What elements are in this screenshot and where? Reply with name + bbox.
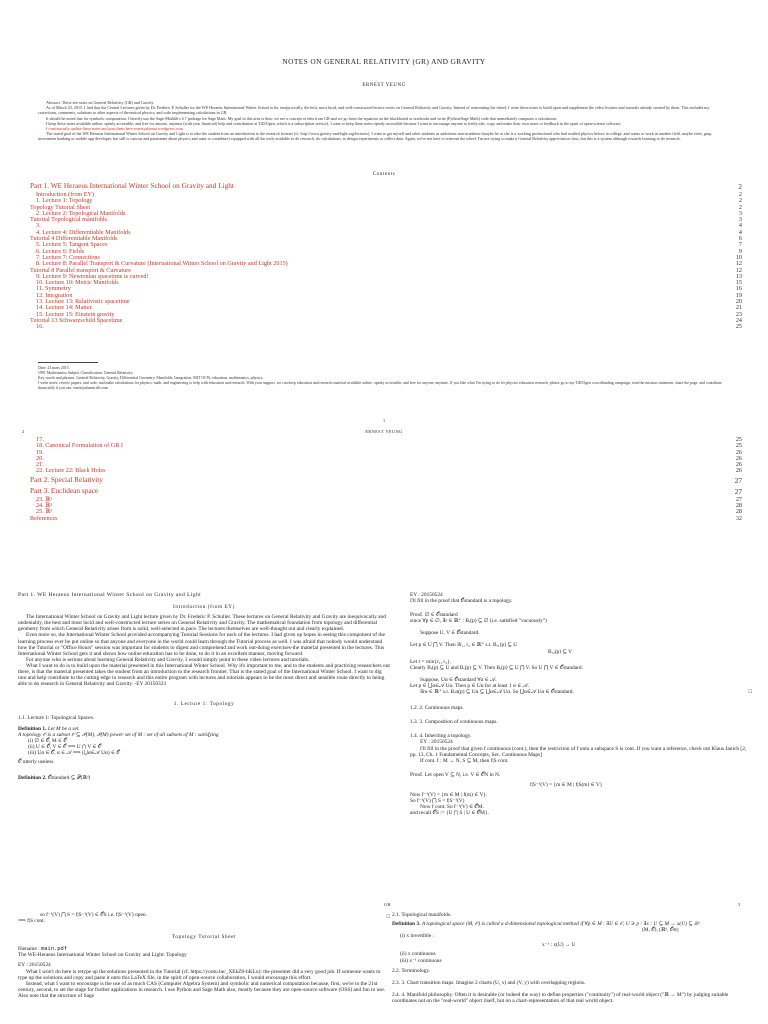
proof-line bbox=[18, 912, 390, 918]
toc-entry-label[interactable]: Tutorial 8 Parallel transport & Curvature bbox=[30, 266, 131, 274]
folio: 3 bbox=[738, 902, 741, 907]
paragraph: Instead, what I want to encourage is the use of as much CAS (Computer Algebra System) and symbolic and numerical computation because, first, we're in the 21st century, second, to set the stage for further applications in research. I use Python and Sage Math also, mostly because they are open-source software (OSS) and fun to use. Also note that the structure of Sage bbox=[18, 980, 386, 999]
toc-page-number: 25 bbox=[735, 442, 742, 450]
paragraph bbox=[392, 992, 752, 1004]
right-column bbox=[410, 592, 752, 816]
toc-entry-label[interactable]: 14. Lecture 14: Matter bbox=[36, 304, 92, 312]
proof-block bbox=[410, 612, 752, 695]
definition-note: 𝒪 utterly useless bbox=[18, 758, 54, 765]
toc-entry-label[interactable]: Part 2. Special Relativity bbox=[30, 474, 103, 484]
proof-line: Let r = min{r₁, r₂}. bbox=[410, 658, 452, 665]
table-of-contents bbox=[30, 181, 742, 331]
toc-page-number: 3 bbox=[738, 216, 742, 224]
running-head: ERNEST YEUNG bbox=[365, 429, 403, 434]
footnote-rule bbox=[38, 362, 98, 363]
paragraph: What I won't do here is retype up the solutions presented in the Tutorial (cf. https://youtu.be/_XEkZ0-hKLo): the presenter did a very good job. If someone wants to type up the solutions and copy and paste it onto this LaTeX file, in the spirit of open-source collaboration, I would encourage this effort. bbox=[18, 968, 381, 981]
proof-line: Now f⁻¹(V) = {m ∈ M | f(m) ∈ V}. bbox=[410, 791, 488, 798]
toc-page-number: 32 bbox=[735, 514, 742, 522]
paragraph: I'll fill in the proof that given f continuous (cont.), then the restriction of f onto a subspace S is cont. If you want a reference, check out Klaus Janich [2, pp. 13, Ch. 1 Fundamental Concepts, Sec. Continuous Maps] bbox=[410, 745, 747, 758]
subsection-heading: 1.3. 3. Composition of continuous maps. bbox=[410, 719, 498, 726]
toc-page-number: 28 bbox=[735, 508, 742, 516]
toc-page-number: 6 bbox=[738, 235, 742, 243]
toc-entry-label[interactable]: 21. bbox=[36, 461, 44, 469]
toc-entry-label[interactable]: 15. Lecture 15: Einstein gravity bbox=[36, 310, 115, 318]
abstract-para: I keep these notes available online, openly accessible, and free for anyone, anytime (with your financial) help and contribution at TiD/Ogen, which is a subscription service). I want to keep these notes openly accessible because I want to encourage anyone to freely edit, copy, and make their own notes or feedback in the spirit of open-science software. bbox=[46, 120, 622, 126]
definition bbox=[392, 921, 752, 927]
toc-entry-label[interactable]: 18. Canonical Formulation of GR I bbox=[36, 442, 123, 450]
proof-text: so f⁻¹(V) ⋂ S = f|S⁻¹(V) ∈ 𝒪S i.e. f|S⁻¹(V) open. bbox=[40, 912, 147, 918]
toc-page-number: 9 bbox=[738, 247, 742, 255]
toc-entry[interactable] bbox=[30, 468, 742, 474]
qed-symbol: □ bbox=[386, 914, 390, 920]
paragraph bbox=[392, 980, 752, 986]
toc-page-number: 4 bbox=[738, 222, 742, 230]
proof-text: ∃rα ∈ ℝ⁺ s.t. Bᵣα(p) ⊆ Uα ⊆ ⋃α∈𝒜 Uα. So ⋃α∈𝒜 Uα ∈ 𝒪standard. bbox=[420, 689, 574, 696]
proof-line: Proof. ∅ ∈ 𝒪standard bbox=[410, 612, 458, 619]
toc-page-number: 12 bbox=[735, 266, 742, 274]
subsection-heading: 2.4. 4. Manifold philosophy. bbox=[392, 991, 454, 998]
toc-entry-label[interactable]: 19. bbox=[36, 448, 44, 456]
abstract-para: As of March 23, 2015, I find that the Central Lectures given by Dr. Frederic P. Schuller for the WE Heraeus International Winter School to be, inequivocally, the best, most lucid, and well-constructed lecture series on General Relativity and Gravity. Instead of reinventing the wheel, I write these notes to build upon and supplement the video lectures and tutorials already created by them. This includes my corrections, comments, solutions to other aspects of theoretical physics, and code implementing calculations in GR. bbox=[38, 105, 710, 116]
proof-line: Clearly Bᵣ(p) ⊆ U and Bᵣ(p) ⊆ V. Then Bᵣ(p) ⊆ U ⋂ V. So U ⋂ V ∈ 𝒪standard. bbox=[410, 664, 583, 671]
left-column bbox=[18, 912, 390, 999]
definition-text: Let M be a set. bbox=[47, 725, 80, 732]
proof-line: Now f cont. So f⁻¹(V) ∈ 𝒪M. bbox=[420, 804, 484, 811]
toc-entry-label[interactable]: 1. Lecture 1: Topology bbox=[36, 197, 93, 205]
toc-page-number: 26 bbox=[735, 467, 742, 475]
proof-line: and recall 𝒪S := {U ⋂ S | U ∈ 𝒪M}. bbox=[410, 810, 489, 817]
definition-label: Definition 3. bbox=[392, 921, 421, 928]
abstract bbox=[38, 100, 728, 142]
toc-entry-label[interactable]: Part 3. Euclidean space bbox=[30, 485, 99, 495]
subsection-heading: 1.1. Lecture 1: Topological Spaces. bbox=[18, 715, 95, 722]
definition-body: A topology 𝒪 is a subset 𝒪 ⊆ 𝒫(M), 𝒫(M) power set of M : set of all subsets of M : satisfying bbox=[18, 731, 219, 738]
toc-entry-label[interactable]: References bbox=[30, 514, 58, 522]
definition-text: A topological space (M, 𝒪) is called a d-dimensional topological method if ∀p ∈ M : ∃U ∈ 𝒪, U ∋ p : ∃x : U ⊆ M → x(U) ⊆ ℝᵈ bbox=[421, 921, 700, 928]
toc-entry-label[interactable]: Topology Tutorial Sheet bbox=[30, 203, 91, 211]
toc-entry-label[interactable]: 6. Lecture 6: Fields bbox=[36, 247, 85, 255]
equation: f|S⁻¹(V) = {m ∈ M | f|S(m) ∈ V} bbox=[530, 781, 603, 788]
footnote-line: 1991 Mathematics Subject Classification. General Relativity. bbox=[38, 371, 134, 375]
toc-entry-label[interactable]: 4. Lecture 4: Differentiable Manifolds bbox=[36, 228, 131, 236]
toc-page-number: 27 bbox=[734, 486, 742, 496]
proof-line bbox=[410, 689, 752, 695]
toc-page-number: 27 bbox=[735, 495, 742, 503]
toc-page-number: 4 bbox=[738, 228, 742, 236]
toc-page-number: 3 bbox=[738, 209, 742, 217]
proof-line: Proof. Let open V ⊆ N, i.e. V ∈ 𝒪N in N. bbox=[410, 771, 501, 778]
proof-line: ⟹ f|S cont. bbox=[18, 918, 45, 925]
toc-page-number: 21 bbox=[735, 304, 742, 312]
toc-page-number: 20 bbox=[735, 298, 742, 306]
toc-entry-label[interactable]: Tutorial Topological manifolds bbox=[30, 216, 107, 224]
toc-page-number: 2 bbox=[738, 203, 742, 211]
toc-part-entry[interactable] bbox=[30, 474, 742, 486]
page-number: 1 bbox=[382, 418, 386, 423]
toc-entry-label[interactable]: Part 1. WE Heraeus International Winter School on Gravity and Light bbox=[30, 181, 234, 190]
toc-entry-label[interactable]: 13. Lecture 13: Relativistic spacetime bbox=[36, 298, 130, 306]
section-heading: Topology Tutorial Sheet bbox=[171, 934, 237, 941]
part-heading: Part 1. WE Heraeus International Winter School on Gravity and Light bbox=[18, 592, 202, 598]
proof-line: since ∀p ∈ ∅, ∃r ∈ ℝ⁺ : Bᵣ(p) ⊆ ∅ (i.e. satisfied "vacuously") bbox=[410, 618, 547, 625]
toc-entry[interactable] bbox=[30, 516, 742, 522]
toc-entry-label[interactable]: 11. Symmetry bbox=[36, 285, 71, 293]
toc-page-number: 19 bbox=[735, 291, 742, 299]
section-heading: Introduction (from EY) bbox=[173, 604, 235, 611]
footnote-line: Key words and phrases. General Relativity, Gravity, Differential Geometry, Manifolds, Integration, MIT OCW, education, mathematics, physics. bbox=[38, 376, 264, 380]
toc-page-number: 27 bbox=[734, 475, 742, 485]
toc-entry-label[interactable]: Tutorial 4 Differentiable Manifolds bbox=[30, 235, 118, 243]
paragraph-text: Imagine 2 charts (U, x) and (V, y) with overlapping regions. bbox=[455, 979, 586, 986]
contents-heading: Contents bbox=[372, 172, 396, 177]
condition-item: (i) x invertible : bbox=[400, 933, 434, 940]
filename-label: filename : bbox=[18, 946, 42, 953]
toc-entry-label[interactable]: 20. bbox=[36, 454, 44, 462]
paragraph: The WE-Heraeus International Winter School on Gravity and Light: Topology bbox=[18, 952, 187, 959]
toc-entry-label[interactable]: 16. bbox=[36, 323, 44, 331]
definition-label: Definition 1. bbox=[18, 725, 47, 732]
footnote-line: I write notes, review papers, and code, and make calculations for physics, math, and engineering to help with education and research. With your support, we can keep education and research material available online, openly accessible, and free for anyone, anytime. If you like what I'm trying to do for physics education research, please go to my TiD/Ogen crowdfunding campaign, read the mission statement, share the page, and contribute financially if you can. ernestyalumni.tilt.com bbox=[38, 381, 722, 390]
toc-page-number: 7 bbox=[738, 241, 742, 249]
toc-page-number: 26 bbox=[735, 454, 742, 462]
toc-page-number: 15 bbox=[735, 279, 742, 287]
toc-page-number: 23 bbox=[735, 310, 742, 318]
toc-page-number: 25 bbox=[735, 436, 742, 443]
toc-page-number: 12 bbox=[735, 260, 742, 268]
toc-part-entry[interactable] bbox=[30, 485, 742, 497]
toc-page-number: 13 bbox=[735, 272, 742, 280]
toc-page-number: 25 bbox=[735, 323, 742, 331]
paragraph: The International Winter School on Gravity and Light lecture given by Dr. Frederic P. Schuller. These lectures on General Relativity and Gravity are inequivocally and undeniably, the best and most lucid and well-constructed lecture series on General Relativity and Gravity. The mathematical foundation from topology and differential geometry from which General Relativity arises from is solid, well-selected in pace. The lectures themselves are well-thought out and clearly explained. bbox=[18, 614, 386, 633]
ey-date: EY : 20150524 bbox=[18, 962, 51, 969]
equation: (M, 𝒪), (ℝᵈ, 𝒪st) bbox=[642, 927, 679, 934]
toc-entry-label[interactable]: 8. Lecture 8: Parallel Transport & Curvature (International Winter School on Gravity and Light 2015) bbox=[36, 260, 288, 268]
proof-line: Let p ∈ ⋃α∈𝒜 Uα. Then p ∈ Uα for at least 1 α ∈ 𝒜. bbox=[410, 682, 529, 689]
proof-line: Suppose U, V ∈ 𝒪standard. bbox=[420, 630, 480, 637]
paragraph: For anyone who is serious about learning General Relativity and Gravity, I would simply point to these video lectures and tutorials. bbox=[26, 656, 310, 663]
paragraph: If cont. f : M → N, S ⊆ M, then f|S cont. bbox=[420, 757, 509, 764]
abstract-para: It should be noted that for symbolic computation, I heavily use the Sage-Mathlib's 6.7 package for Sage Math. My goal in this area is thus: we see a concept or idea from GR and we go from the equation on the blackboard or textbooks and write (Python/Sage Math) code that immediately computes a calculation. bbox=[46, 115, 557, 121]
toc-entry-label[interactable]: 2. Lecture 2: Topological Manifolds bbox=[36, 209, 126, 217]
toc-page-number: 24 bbox=[735, 316, 742, 324]
equation: x⁻¹ : x(U) → U bbox=[542, 942, 576, 949]
subsection-heading: 2.2. Terminology. bbox=[392, 967, 431, 974]
condition-item: (iii) x⁻¹ continuous bbox=[400, 957, 442, 964]
toc-page-number: 2 bbox=[738, 191, 742, 198]
lecture-heading: 1. Lecture 1: Topology bbox=[173, 701, 235, 708]
axiom-list bbox=[18, 738, 390, 756]
paragraph-text: Often it is desirable (or indeed the way) to define properties ("continuity") of real-world object ("ℝ → M") by judging suitable coordinates not on the "real-world" object itself, but on a chart-representation of that real world object. bbox=[392, 991, 729, 1004]
axiom-item: (ii) U ∈ 𝒪, V ∈ 𝒪 ⟹ U ⋂ V ∈ 𝒪 bbox=[28, 743, 102, 750]
toc-page-number: 10 bbox=[735, 253, 742, 261]
qed-symbol: □ bbox=[748, 689, 752, 696]
toc-entry-label[interactable]: 23. ℝ² bbox=[36, 495, 53, 503]
paper-title: NOTES ON GENERAL RELATIVITY (GR) AND GRAVITY bbox=[282, 57, 486, 66]
paragraph: Even more so, the International Winter School provided accompanying Tutorial Sessions for each of the lectures. I had given up hopes in seeing this component of the learning process ever be put online so that anyone and everyone in the world could learn through the Tutorial process as well. I was afraid that nobody would understand how the Tutorial or "Office Hours" session was important for students to digest and comprehend and work out-doing exercises-the material presented in the lectures. This International Winter School gets it and shows how online education has to be done, to do it in an excellent manner, moving forward. bbox=[18, 632, 385, 657]
toc-entry-label[interactable]: 24. ℝ³ bbox=[36, 502, 53, 510]
toc-entry-label[interactable]: 22. Lecture 22: Black Holes bbox=[36, 467, 106, 475]
subsection-heading: 2.3. 3. Chart transition maps. bbox=[392, 979, 455, 986]
toc-page-number: 26 bbox=[735, 461, 742, 469]
toc-entry[interactable] bbox=[30, 324, 742, 330]
paragraph: I'll fill in the proof that 𝒪standard is a topology. bbox=[410, 598, 513, 605]
ey-date: EY : 20150524 bbox=[410, 592, 443, 598]
axiom-item: (iii) Uα ∈ 𝒪, α ∈ 𝒜 ⟹ (⋃α∈𝒜 Uα) ∈ 𝒪 bbox=[28, 749, 120, 756]
subsection-heading: 1.2. 2. Continuous maps. bbox=[410, 705, 464, 712]
toc-entry-label[interactable]: 17. bbox=[36, 436, 44, 443]
toc-page-number: 26 bbox=[735, 448, 742, 456]
abstract-link-para[interactable]: I continuously update these notes and post them here ernestyalumni.wordpress.com bbox=[46, 126, 183, 132]
footnote-line: Date: 23 mars 2015. bbox=[38, 366, 70, 370]
abstract-para: The stated goal of the WE Heraeus International Winter School on Gravity and Light is to take the student from an introduction to the research frontier (cf. http://www.gravity-and-light.org/lectures). I want to get myself and other students as ambitious non-academic (maybe he or she is a working professional who had studied physics before in college, and wants to work in another field, maybe even, gasp, investment banking or mobile app developer, but still is curious and passionate about physics and want to contribute) equipped with all the tools available to do research, do calculations, to design experiments or collect data. Again, we've not here to reinvent the wheel. I'm not trying to make a General Relativity appreciation class, but this is a system although towards learning to do research. bbox=[38, 131, 713, 142]
toc-page-number: 28 bbox=[735, 502, 742, 510]
toc-entry-label[interactable]: Tutorial 13 Schwarzschild Spacetime bbox=[30, 316, 123, 324]
axiom-item: (i) ∅ ∈ 𝒪, M ∈ 𝒪 bbox=[28, 737, 67, 744]
footnote bbox=[38, 366, 728, 391]
right-column bbox=[392, 912, 752, 1004]
toc-part-entry[interactable] bbox=[30, 183, 742, 192]
condition-item: (ii) x continuous bbox=[400, 951, 436, 958]
toc-entry-label[interactable]: 10. Lecture 10: Metric Manifolds bbox=[36, 279, 119, 287]
proof-line: Bᵣ₂(p) ⊆ V bbox=[548, 648, 573, 655]
toc-page-number: 2 bbox=[738, 197, 742, 205]
paragraph: What I want to do is to build upon the material presented in this International Winter School. Why it's important to me, and to the students and practicing researchers out there, is that the material presented takes the student from an introduction to the research frontier. That is the stated goal of the International Winter School. I want to dig into and help contribute to the cutting edge in research and this entire program with lectures and tutorials appears to be the most direct and sensible route directly to being able to do research in General Relativity and Gravity. -EY 20150323 bbox=[18, 662, 390, 688]
table-of-contents-continued bbox=[30, 437, 742, 522]
running-head: GR bbox=[384, 902, 391, 907]
toc-entry-label[interactable]: 9. Lecture 9: Newtonian spacetime is curved! bbox=[36, 272, 149, 280]
folio: 2 bbox=[22, 429, 25, 434]
abstract-para: Abstract. These are notes on General Relativity (GR) and Gravity. bbox=[46, 100, 155, 105]
toc-entry-label[interactable]: 7. Lecture 7: Connections bbox=[36, 253, 100, 261]
toc-page-number: 16 bbox=[735, 285, 742, 293]
proof-line: So f⁻¹(V) ⋂ S = f|S⁻¹(V) bbox=[410, 798, 465, 805]
toc-page-number: 2 bbox=[738, 182, 742, 191]
author-name: ERNEST YEUNG bbox=[362, 83, 406, 88]
definition-text: 𝒪standard ⊆ 𝒫(ℝᵈ) bbox=[47, 775, 91, 782]
proof-line: Suppose, Uα ∈ 𝒪standard ∀α ∈ 𝒜. bbox=[420, 676, 497, 683]
toc-entry-label[interactable]: 3. bbox=[36, 222, 41, 230]
proof-line: Let p ∈ U ⋂ V. Then ∃r₁, r₂ ∈ ℝ⁺ s.t. Bᵣ₁(p) ⊆ U bbox=[410, 642, 518, 649]
subsection-heading: 2.1. Topological manifolds. bbox=[392, 912, 452, 918]
subsection-heading: 1.4. 4. Inheriting a topology. bbox=[410, 733, 472, 740]
toc-entry-label[interactable]: 25. ℝⁿ bbox=[36, 508, 53, 516]
filename: main.pdf bbox=[41, 946, 68, 953]
definition-label: Definition 2. bbox=[18, 775, 47, 782]
toc-entry-label[interactable]: 12. Integration bbox=[36, 291, 73, 299]
left-column bbox=[18, 592, 390, 781]
ey-date: EY : 20150524 bbox=[420, 739, 453, 746]
toc-entry-label[interactable]: 5. Lecture 5: Tangent Spaces bbox=[36, 241, 108, 249]
toc-entry-label[interactable]: Introduction (from EY) bbox=[36, 191, 95, 198]
